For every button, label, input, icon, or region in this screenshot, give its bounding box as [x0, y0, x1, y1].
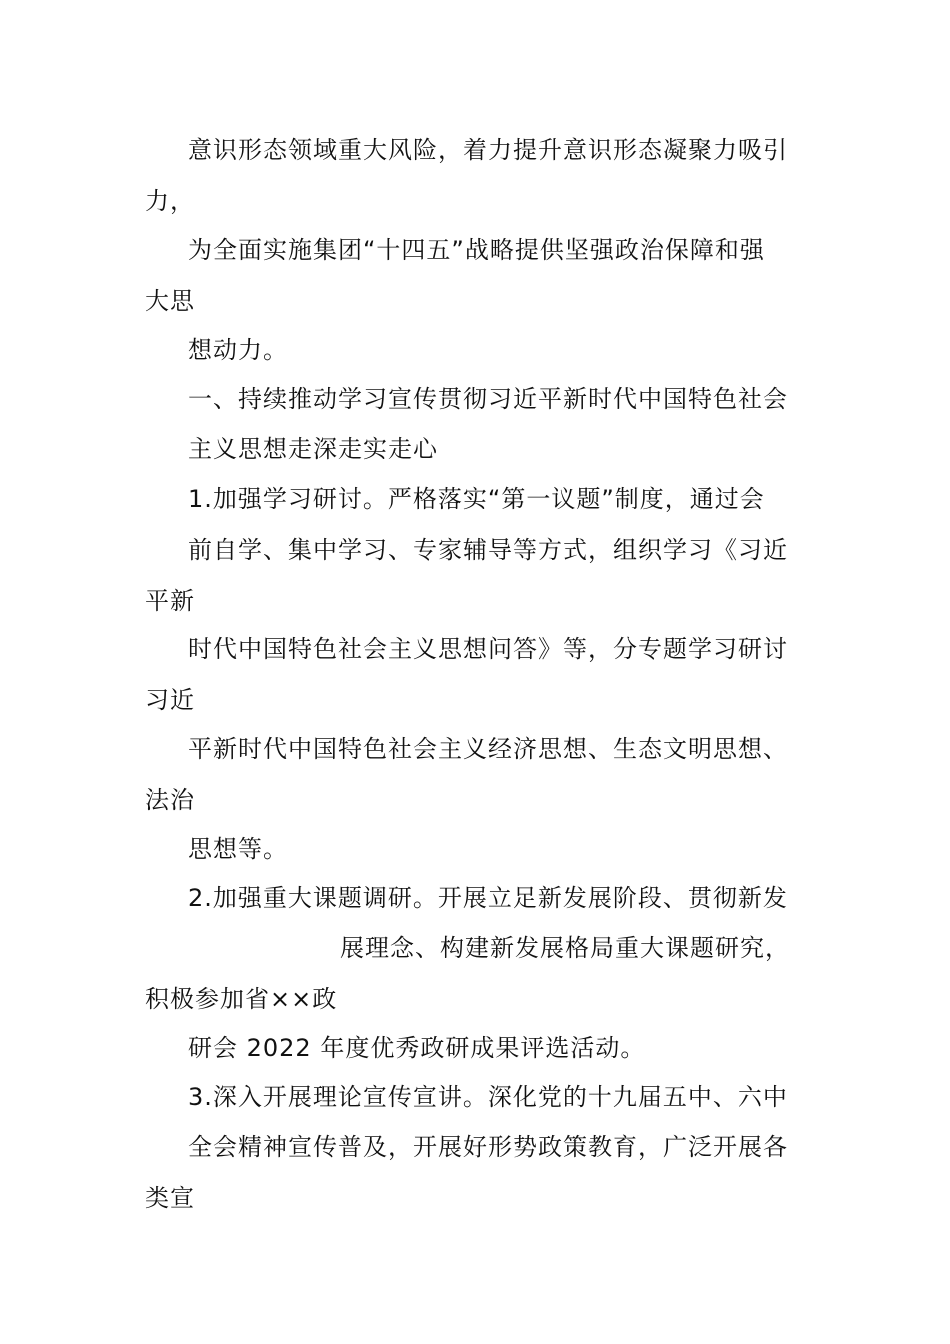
text-line: 法治 [145, 786, 195, 814]
text-line: 思想等。 [188, 835, 288, 863]
text-line: 时代中国特色社会主义思想问答》等，分专题学习研讨 [188, 635, 788, 663]
text-line: 全会精神宣传普及，开展好形势政策教育，广泛开展各 [188, 1133, 788, 1161]
text-line: 为全面实施集团“十四五”战略提供坚强政治保障和强 [188, 236, 765, 264]
text-line: 3.深入开展理论宣传宣讲。深化党的十九届五中、六中 [188, 1083, 788, 1111]
text-line: 力， [145, 187, 195, 215]
text-line: 积极参加省××政 [145, 985, 338, 1013]
text-line: 1.加强学习研讨。严格落实“第一议题”制度，通过会 [188, 485, 765, 513]
text-line: 平新 [145, 587, 195, 615]
section-heading: 一、持续推动学习宣传贯彻习近平新时代中国特色社会 [188, 385, 788, 413]
section-heading: 主义思想走深走实走心 [188, 435, 438, 463]
text-line: 类宣 [145, 1184, 195, 1212]
text-line: 展理念、构建新发展格局重大课题研究， [340, 934, 790, 962]
text-line: 研会 2022 年度优秀政研成果评选活动。 [188, 1034, 646, 1062]
text-line: 意识形态领域重大风险，着力提升意识形态凝聚力吸引 [188, 136, 788, 164]
text-line: 想动力。 [188, 336, 288, 364]
text-line: 平新时代中国特色社会主义经济思想、生态文明思想、 [188, 735, 788, 763]
text-line: 前自学、集中学习、专家辅导等方式，组织学习《习近 [188, 536, 788, 564]
text-line: 2.加强重大课题调研。开展立足新发展阶段、贯彻新发 [188, 884, 788, 912]
text-line: 大思 [145, 287, 195, 315]
text-line: 习近 [145, 686, 195, 714]
